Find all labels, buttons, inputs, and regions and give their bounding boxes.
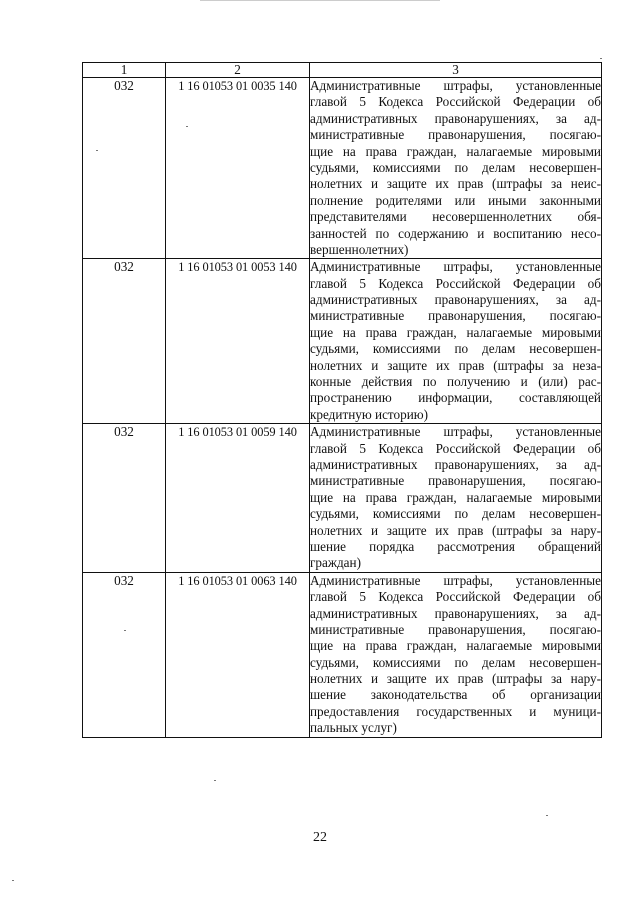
description-line: щие на права граждан, налагаемые мировыми bbox=[310, 489, 601, 505]
description-line: конные действия по получению и (или) рас- bbox=[310, 374, 601, 390]
fines-table bbox=[82, 62, 602, 738]
description-line: граждан) bbox=[310, 555, 361, 571]
description-line: административных правонарушениях, за ад- bbox=[310, 292, 601, 308]
description-cell bbox=[310, 572, 602, 737]
description-line: судьями, комиссиями по делам несовершен- bbox=[310, 506, 601, 522]
description-line: главой 5 Кодекса Российской Федерации об bbox=[310, 440, 601, 456]
description-cell bbox=[310, 259, 602, 424]
description-line: административных правонарушениях, за ад- bbox=[310, 456, 601, 472]
admin-code-cell: 032 bbox=[83, 78, 166, 259]
description-line: главой 5 Кодекса Российской Федерации об bbox=[310, 589, 601, 605]
description-line: судьями, комиссиями по делам несовершен- bbox=[310, 159, 601, 175]
column-header-1: 1 bbox=[83, 63, 166, 78]
description-line: министративные правонарушения, посягаю- bbox=[310, 308, 601, 324]
scan-speck bbox=[124, 630, 126, 631]
description-line: Административные штрафы, установленные bbox=[310, 259, 601, 275]
column-header-3: 3 bbox=[310, 63, 602, 78]
description-line: пространению информации, составляющей bbox=[310, 390, 601, 406]
admin-code-cell: 032 bbox=[83, 424, 166, 573]
budget-code-cell: 1 16 01053 01 0053 140 bbox=[166, 259, 310, 424]
scan-speck bbox=[12, 880, 14, 881]
description-line: Административные штрафы, установленные bbox=[310, 572, 601, 588]
description-line: нолетних и защите их прав (штрафы за неис- bbox=[310, 176, 601, 192]
scan-artifact-line bbox=[200, 0, 440, 1]
description-cell bbox=[310, 424, 602, 573]
table-row bbox=[83, 78, 602, 259]
description-line: судьями, комиссиями по делам несовершен- bbox=[310, 654, 601, 670]
description-line: полнение родителями или иными законными bbox=[310, 192, 601, 208]
description-line: министративные правонарушения, посягаю- bbox=[310, 621, 601, 637]
description-cell bbox=[310, 78, 602, 259]
budget-code-cell: 1 16 01053 01 0059 140 bbox=[166, 424, 310, 573]
description-line: министративные правонарушения, посягаю- bbox=[310, 127, 601, 143]
scan-speck bbox=[546, 815, 548, 816]
description-line: шение порядка рассмотрения обращений bbox=[310, 538, 601, 554]
description-line: главой 5 Кодекса Российской Федерации об bbox=[310, 275, 601, 291]
table-header-row bbox=[83, 63, 602, 78]
description-line: занностей по содержанию и воспитанию несо- bbox=[310, 225, 601, 241]
admin-code-cell: 032 bbox=[83, 259, 166, 424]
table-row bbox=[83, 572, 602, 737]
description-line: вершеннолетних) bbox=[310, 241, 409, 257]
description-line: Административные штрафы, установленные bbox=[310, 424, 601, 440]
column-header-2: 2 bbox=[166, 63, 310, 78]
description-line: административных правонарушениях, за ад- bbox=[310, 110, 601, 126]
table-row bbox=[83, 424, 602, 573]
description-line: шение законодательства об организации bbox=[310, 687, 601, 703]
scan-speck bbox=[600, 58, 602, 59]
description-line: нолетних и защите их прав (штрафы за нару- bbox=[310, 671, 601, 687]
admin-code-cell: 032 bbox=[83, 572, 166, 737]
description-line: Административные штрафы, установленные bbox=[310, 78, 601, 93]
description-line: предоставления государственных и муници- bbox=[310, 703, 601, 719]
description-line: щие на права граждан, налагаемые мировыми bbox=[310, 324, 601, 340]
description-line: щие на права граждан, налагаемые мировыми bbox=[310, 638, 601, 654]
description-line: министративные правонарушения, посягаю- bbox=[310, 473, 601, 489]
description-line: главой 5 Кодекса Российской Федерации об bbox=[310, 94, 601, 110]
description-line: административных правонарушениях, за ад- bbox=[310, 605, 601, 621]
description-line: представителями несовершеннолетних обя- bbox=[310, 209, 601, 225]
budget-code-cell: 1 16 01053 01 0063 140 bbox=[166, 572, 310, 737]
scan-speck bbox=[96, 150, 98, 151]
description-line: кредитную историю) bbox=[310, 406, 428, 422]
scan-speck bbox=[186, 126, 188, 127]
description-line: щие на права граждан, налагаемые мировыми bbox=[310, 143, 601, 159]
page-number: 22 bbox=[313, 830, 327, 845]
table-row bbox=[83, 259, 602, 424]
description-line: нолетних и защите их прав (штрафы за неза- bbox=[310, 357, 601, 373]
scan-speck bbox=[214, 780, 216, 781]
budget-code-cell: 1 16 01053 01 0035 140 bbox=[166, 78, 310, 259]
description-line: пальных услуг) bbox=[310, 720, 397, 736]
description-line: судьями, комиссиями по делам несовершен- bbox=[310, 341, 601, 357]
description-line: нолетних и защите их прав (штрафы за нару- bbox=[310, 522, 601, 538]
